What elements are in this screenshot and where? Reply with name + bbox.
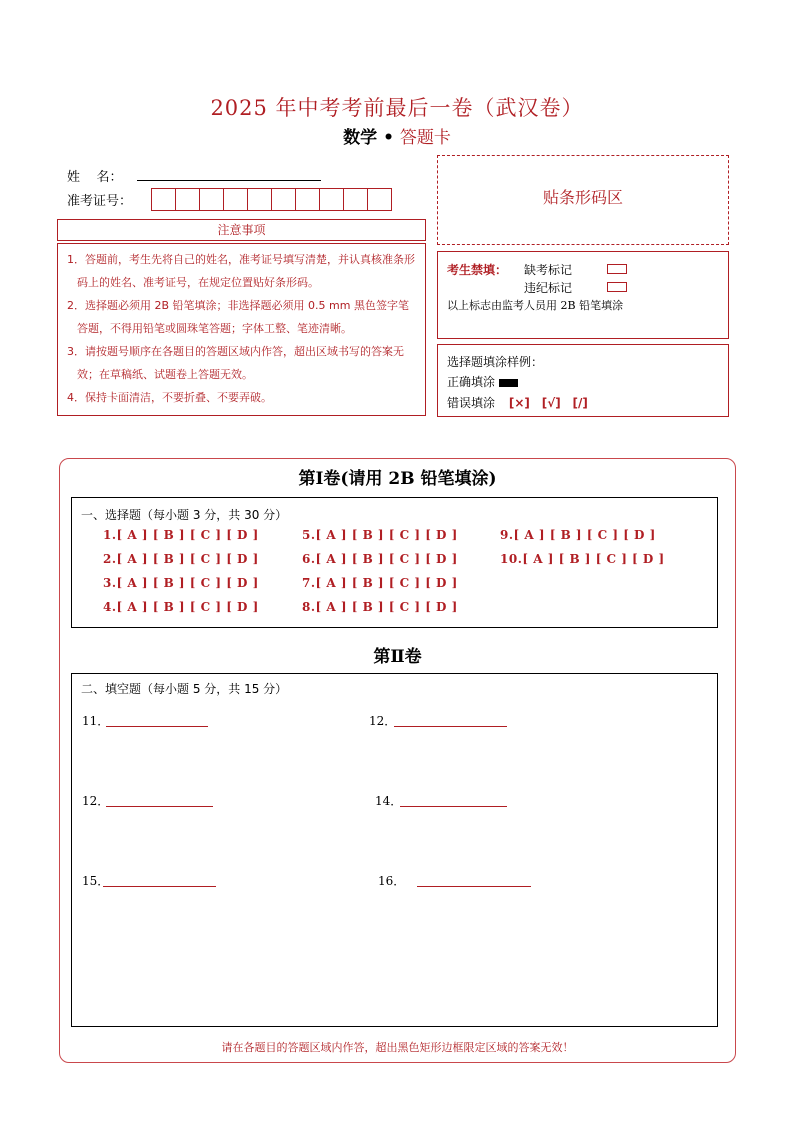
forbidden-label: 考生禁填：: [447, 263, 508, 277]
correct-fill-row: [447, 373, 518, 390]
answer-options[interactable]: [ A ] [ B ] [ C ] [ D ]: [315, 576, 458, 590]
part2-title: 第Ⅱ卷: [373, 647, 422, 667]
id-digit-box[interactable]: [247, 188, 272, 211]
notice-item: 1．答题前，考生先将自己的姓名，准考证号填写清楚，并认真核准条形码上的姓名、准考证号，在规定位置贴好条形码。: [67, 253, 415, 289]
wrong-fill-row: [447, 394, 588, 411]
wrong-mark-x: [×]: [508, 396, 530, 410]
fill-blank-section-label: 二、填空题（每小题 5 分，共 15 分）: [81, 682, 288, 696]
blank-number: 16．: [378, 874, 406, 888]
wrong-mark-check: [√]: [541, 396, 561, 410]
name-label: 姓 名：: [67, 170, 123, 185]
blank-answer-line[interactable]: [417, 886, 531, 887]
choice-section-label: 一、选择题（每小题 3 分，共 30 分）: [81, 508, 288, 522]
id-digit-box[interactable]: [367, 188, 392, 211]
forbidden-note: 以上标志由监考人员用 2B 铅笔填涂: [447, 299, 624, 312]
id-digit-box[interactable]: [223, 188, 248, 211]
answer-options[interactable]: [ A ] [ B ] [ C ] [ D ]: [315, 600, 458, 614]
answer-options[interactable]: [ A ] [ B ] [ C ] [ D ]: [315, 528, 458, 542]
footer-note: 请在各题目的答题区域内作答，超出黑色矩形边框限定区域的答案无效！: [221, 1041, 574, 1054]
id-digit-box[interactable]: [151, 188, 176, 211]
question-number: 5.: [302, 528, 316, 542]
blank-answer-line[interactable]: [394, 726, 507, 727]
answer-options[interactable]: [ A ] [ B ] [ C ] [ D ]: [116, 576, 259, 590]
notice-item: 4．保持卡面清洁，不要折叠、不要弄破。: [67, 391, 272, 404]
blank-number: 15．: [82, 874, 110, 888]
subtitle-dot: •: [383, 128, 394, 148]
blank-number: 11．: [82, 714, 110, 728]
answer-options[interactable]: [ A ] [ B ] [ C ] [ D ]: [522, 552, 665, 566]
choice-question[interactable]: [302, 576, 458, 590]
blank-answer-line[interactable]: [106, 806, 213, 807]
blank-number: 12．: [82, 794, 110, 808]
question-number: 8.: [302, 600, 316, 614]
part1-title: 第Ⅰ卷(请用 2B 铅笔填涂): [298, 469, 497, 489]
id-digit-box[interactable]: [319, 188, 344, 211]
choice-question[interactable]: [302, 600, 458, 614]
question-number: 6.: [302, 552, 316, 566]
choice-question[interactable]: [302, 528, 458, 542]
answer-options[interactable]: [ A ] [ B ] [ C ] [ D ]: [116, 552, 259, 566]
page-subtitle: [0, 123, 794, 148]
absent-mark-box[interactable]: [607, 264, 627, 274]
choice-question[interactable]: [103, 600, 259, 614]
exam-id-label: 准考证号：: [67, 194, 133, 209]
fill-sample-box: [437, 344, 729, 417]
question-number: 3.: [103, 576, 117, 590]
choice-question[interactable]: [103, 528, 259, 542]
barcode-area-label: 贴条形码区: [542, 188, 623, 207]
blank-answer-line[interactable]: [106, 726, 208, 727]
violation-mark-box[interactable]: [607, 282, 627, 292]
id-digit-box[interactable]: [199, 188, 224, 211]
absent-mark-label: 缺考标记: [524, 263, 573, 277]
id-digit-box[interactable]: [295, 188, 320, 211]
question-number: 4.: [103, 600, 117, 614]
id-digit-box[interactable]: [175, 188, 200, 211]
blank-answer-line[interactable]: [400, 806, 507, 807]
page-title: 2025 年中考考前最后一卷（武汉卷）: [210, 96, 584, 120]
exam-id-boxes[interactable]: [151, 188, 391, 212]
violation-mark-label: 违纪标记: [524, 281, 573, 295]
question-number: 1.: [103, 528, 117, 542]
question-number: 10.: [500, 552, 523, 566]
filled-sample-icon: [499, 379, 518, 387]
choice-question[interactable]: [103, 552, 259, 566]
choice-question[interactable]: [302, 552, 458, 566]
choice-question[interactable]: [103, 576, 259, 590]
choice-section: [71, 497, 718, 628]
answer-options[interactable]: [ A ] [ B ] [ C ] [ D ]: [116, 600, 259, 614]
id-digit-box[interactable]: [271, 188, 296, 211]
wrong-fill-label: 错误填涂: [447, 396, 496, 410]
choice-question[interactable]: [500, 528, 656, 542]
question-number: 9.: [500, 528, 514, 542]
id-digit-box[interactable]: [343, 188, 368, 211]
blank-number: 12．: [369, 714, 397, 728]
answer-options[interactable]: [ A ] [ B ] [ C ] [ D ]: [513, 528, 656, 542]
answer-card-label: 答题卡: [399, 128, 451, 148]
blank-number: 14．: [375, 794, 403, 808]
answer-options[interactable]: [ A ] [ B ] [ C ] [ D ]: [116, 528, 259, 542]
subject-label: 数学: [343, 128, 378, 148]
examiner-only-box: [437, 251, 729, 339]
barcode-area: [437, 155, 729, 245]
choice-question[interactable]: [500, 552, 665, 566]
notice-item: 3．请按题号顺序在各题目的答题区域内作答，超出区域书写的答案无效；在草稿纸、试题卷上答题无效。: [67, 345, 404, 381]
question-number: 2.: [103, 552, 117, 566]
fill-blank-section: [71, 673, 718, 1027]
wrong-mark-slash: [/]: [572, 396, 588, 410]
notice-item: 2．选择题必须用 2B 铅笔填涂；非选择题必须用 0.5 mm 黑色签字笔答题，不得用铅笔或圆珠笔答题；字体工整、笔迹清晰。: [67, 299, 409, 335]
answer-options[interactable]: [ A ] [ B ] [ C ] [ D ]: [315, 552, 458, 566]
correct-fill-label: 正确填涂: [447, 375, 496, 389]
question-number: 7.: [302, 576, 316, 590]
notice-heading: 注意事项: [57, 219, 426, 241]
fill-sample-label: 选择题填涂样例：: [447, 355, 544, 369]
notice-body: [57, 243, 426, 416]
blank-answer-line[interactable]: [103, 886, 216, 887]
name-field[interactable]: [137, 180, 321, 181]
